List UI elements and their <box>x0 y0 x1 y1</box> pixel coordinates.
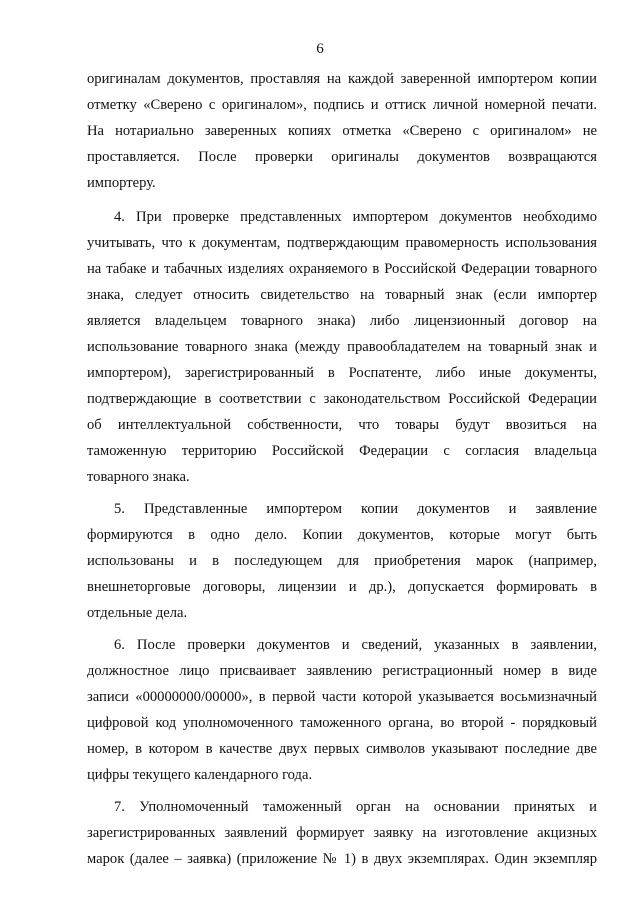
text-line: оригиналам документов, проставляя на каждой заверенной импортером копии <box>87 71 597 87</box>
text-line: записи «00000000/00000», в первой части которой указывается восьмизначный <box>87 689 597 705</box>
paragraph-continuation <box>87 66 597 196</box>
text-line: цифровой код уполномоченного таможенного органа, во второй - порядковый <box>87 715 597 731</box>
text-line: должностное лицо присваивает заявлению регистрационный номер в виде <box>87 663 597 679</box>
text-line: проставляется. После проверки оригиналы документов возвращаются <box>87 149 597 165</box>
paragraph-item-4 <box>87 204 597 490</box>
text-line: об интеллектуальной собственности, что товары будут ввозиться на <box>87 417 597 433</box>
text-line: на табаке и табачных изделиях охраняемого в Российской Федерации товарного <box>87 261 597 277</box>
text-line: марок (далее – заявка) (приложение № 1) в двух экземплярах. Один экземпляр <box>87 851 597 867</box>
text-line: товарного знака. <box>87 469 190 485</box>
text-line: внешнеторговые договоры, лицензии и др.), допускается формировать в <box>87 579 597 595</box>
text-line: На нотариально заверенных копиях отметка «Сверено с оригиналом» не <box>87 123 597 139</box>
text-line: использованы и в последующем для приобретения марок (например, <box>87 553 597 569</box>
text-line: зарегистрированных заявлений формирует заявку на изготовление акцизных <box>87 825 597 841</box>
text-line: таможенную территорию Российской Федерации с согласия владельца <box>87 443 597 459</box>
text-line: 7. Уполномоченный таможенный орган на основании принятых и <box>114 799 597 815</box>
text-line: 6. После проверки документов и сведений, указанных в заявлении, <box>114 637 597 653</box>
text-line: учитывать, что к документам, подтверждающим правомерность использования <box>87 235 597 251</box>
text-line: 4. При проверке представленных импортером документов необходимо <box>114 209 597 225</box>
text-line: подтверждающие в соответствии с законодательством Российской Федерации <box>87 391 597 407</box>
text-line: цифры текущего календарного года. <box>87 767 313 783</box>
paragraph-item-7 <box>87 794 597 872</box>
document-body <box>87 66 597 872</box>
text-line: формируются в одно дело. Копии документов, которые могут быть <box>87 527 597 543</box>
text-line: использование товарного знака (между правообладателем на товарный знак и <box>87 339 597 355</box>
text-line: 5. Представленные импортером копии документов и заявление <box>114 501 597 517</box>
text-line: является владельцем товарного знака) либо лицензионный договор на <box>87 313 597 329</box>
text-line: знака, следует относить свидетельство на товарный знак (если импортер <box>87 287 597 303</box>
text-line: отдельные дела. <box>87 605 188 621</box>
paragraph-item-6 <box>87 632 597 788</box>
text-line: номер, в котором в качестве двух первых символов указывают последние две <box>87 741 597 757</box>
text-line: отметку «Сверено с оригиналом», подпись и оттиск личной номерной печати. <box>87 97 597 113</box>
page-number: 6 <box>316 41 324 57</box>
text-line: импортером), зарегистрированный в Роспатенте, либо иные документы, <box>87 365 597 381</box>
paragraph-item-5 <box>87 496 597 626</box>
text-line: импортеру. <box>87 175 156 191</box>
